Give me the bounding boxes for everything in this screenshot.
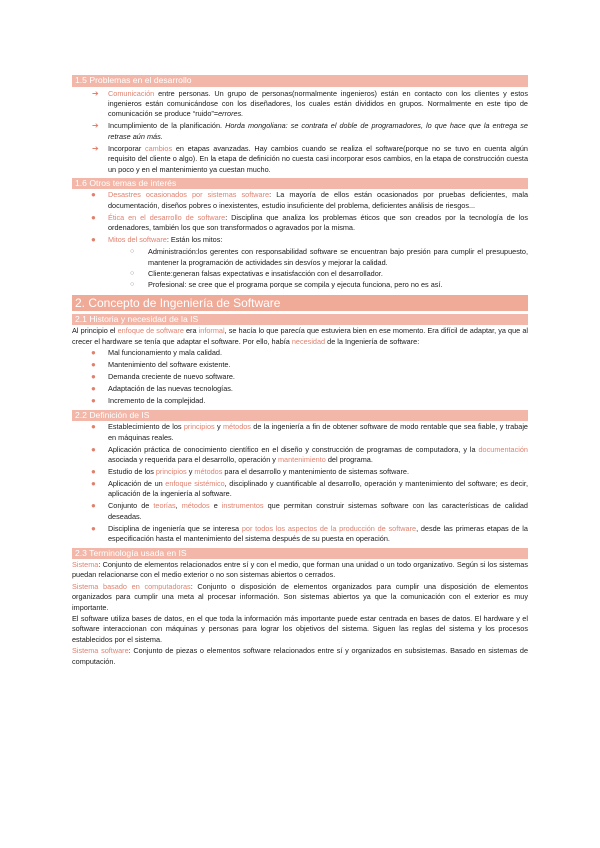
list-item: ● Ética en el desarrollo de software: Disciplina que analiza los problemas éticos que son creados por la tecnología de los ordenadores, también los que son transformados o agravados por la misma.	[91, 212, 529, 233]
list-item: ● Desastres ocasionados por sistemas software: La mayoría de ellos están ocasionados por pruebas deficientes, mala documentación, diseños pobres o inexistentes, estudio insuficiente del problema, deficientes análisis de riesgos...	[91, 190, 529, 210]
other-topics-list	[72, 190, 528, 245]
bullet-icon: ●	[91, 523, 96, 533]
bullet-icon: ●	[91, 396, 96, 406]
section-heading-2-1: 2.1 Historia y necesidad de la IS	[72, 314, 528, 326]
bullet-icon: ●	[91, 422, 96, 432]
section-heading-2-2: 2.2 Definición de IS	[72, 410, 528, 422]
document-page	[72, 72, 528, 668]
bullet-icon: ●	[91, 360, 96, 370]
list-item: ● Estudio de los principios y métodos para el desarrollo y mantenimiento de sistemas software.	[91, 466, 409, 476]
definitions-list	[72, 422, 528, 544]
myths-sublist	[72, 247, 528, 291]
section-heading-2: 2. Concepto de Ingeniería de Software	[72, 295, 528, 311]
circle-bullet-icon: ○	[130, 247, 135, 255]
software-databases-paragraph: El software utiliza bases de datos, en el que toda la información más importante puede estar centrada en bases de datos. El hardware y el software interaccionan con máquinas y personas para lograr los objetivos del sistema. Siguen las reglas del sistema y los procesos establecidos por el sistema.	[72, 614, 528, 644]
list-item: ● Mitos del software: Están los mitos:	[91, 235, 223, 245]
circle-bullet-icon: ○	[130, 269, 135, 277]
list-item: ● Aplicación práctica de conocimiento científico en el diseño y construcción de programas de computadora, y la documentación asociada y requerida para el desarrollo, operación y mantenimiento del programa.	[91, 444, 528, 464]
section-heading-1-6: 1.6 Otros temas de interés	[72, 178, 528, 190]
sistema-paragraph: Sistema: Conjunto de elementos relacionados entre sí y con el medio, que forman una unidad o un todo organizativo. Según si los sistemas puedan relacionarse con el medio exterior o no son sistemas abiertos o cerrados.	[72, 560, 528, 580]
bullet-icon: ●	[91, 190, 96, 200]
bullet-icon: ●	[91, 372, 96, 382]
list-item: ● Mal funcionamiento y mala calidad.	[91, 348, 222, 358]
bullet-icon: ●	[91, 444, 96, 454]
list-item: ○ Administración:los gerentes con responsabilidad software se encuentran bajo presión para cumplir el presupuesto, mantener la programación de actividades sin desvíos y mejorar la calidad.	[130, 247, 528, 267]
sistema-computadoras-paragraph: Sistema basado en computadoras: Conjunto o disposición de elementos organizados para cumplir una disposición de elementos organizados para cumplir una meta al procesar información. Son sistemas abiertos ya que la comunicación con el exterior es muy importante.	[72, 581, 528, 612]
list-item: ● Adaptación de las nuevas tecnologías.	[91, 384, 233, 394]
sistema-software-paragraph: Sistema software: Conjunto de piezas o elementos software relacionados entre sí y organizados en subsistemas. Basado en sistemas de computación.	[72, 646, 529, 666]
list-item: ○ Profesional: se cree que el programa porque se compila y ejecuta funciona, pero no es así.	[130, 280, 443, 290]
circle-bullet-icon: ○	[130, 280, 135, 288]
list-item: ○ Cliente:generan falsas expectativas e insatisfacción con el desarrollador.	[130, 269, 383, 279]
list-item: ● Incremento de la complejidad.	[91, 396, 206, 406]
bullet-icon: ●	[91, 501, 96, 511]
list-item: ● Disciplina de ingeniería que se interesa por todos los aspectos de la producción de software, desde las primeras etapas de la especificación hasta el mantenimiento del sistema después de su puesta en operación.	[91, 523, 528, 544]
list-item: ● Demanda creciente de nuevo software.	[91, 372, 235, 382]
arrow-icon: ➔	[92, 88, 99, 98]
bullet-icon: ●	[91, 235, 96, 245]
bullet-icon: ●	[91, 212, 96, 222]
history-paragraph: Al principio el enfoque de software era informal, se hacía lo que parecía que estuviera bien en ese momento. Era difícil de adaptar, ya que al crecer el hardware se tenía que adaptar el software. Por ello, había necesidad de la Ingeniería de software:	[72, 326, 528, 346]
needs-list	[72, 348, 528, 406]
section-heading-2-3: 2.3 Terminología usada en IS	[72, 548, 528, 560]
section-heading-1-5: 1.5 Problemas en el desarrollo	[72, 75, 528, 87]
bullet-icon: ●	[91, 478, 96, 488]
bullet-icon: ●	[91, 348, 96, 358]
list-item: ● Establecimiento de los principios y métodos de la ingeniería a fin de obtener software de modo rentable que sea fiable, y trabaje en máquinas reales.	[91, 422, 528, 442]
list-item: ➔ Incorporar cambios en etapas avanzadas. Hay cambios cuando se realiza el software(porque no se tuvo en cuenta algún requisito del cliente o algo). En la etapa de definición no cuesta casi incorporar esos cambios, en la etapa de construcción cuesta un poco y en el mantenimiento ya cuestan mucho.	[92, 143, 528, 174]
arrow-icon: ➔	[92, 121, 99, 131]
list-item: ➔ Comunicación entre personas. Un grupo de personas(normalmente ingenieros) están en contacto con los clientes y estos ingenieros están comunicándose con los diseñadores, los cuales están divididos en grupos. Normalmente en este tipo de comunicación se produce “ruido”=errores.	[92, 88, 528, 119]
list-item: ● Mantenimiento del software existente.	[91, 360, 231, 370]
list-item: ➔ Incumplimiento de la planificación. Horda mongoliana: se contrata el doble de programadores, lo que hace que la entrega se retrase aún más.	[92, 121, 528, 141]
bullet-icon: ●	[91, 466, 96, 476]
list-item: ● Aplicación de un enfoque sistémico, disciplinado y cuantificable al desarrollo, operación y mantenimiento del software; es decir, aplicación de la ingeniería al software.	[91, 478, 528, 499]
problems-list	[72, 89, 528, 175]
list-item: ● Conjunto de teorías, métodos e instrumentos que permitan construir sistemas software con las características de calidad deseadas.	[91, 501, 528, 521]
bullet-icon: ●	[91, 384, 96, 394]
arrow-icon: ➔	[92, 143, 99, 153]
